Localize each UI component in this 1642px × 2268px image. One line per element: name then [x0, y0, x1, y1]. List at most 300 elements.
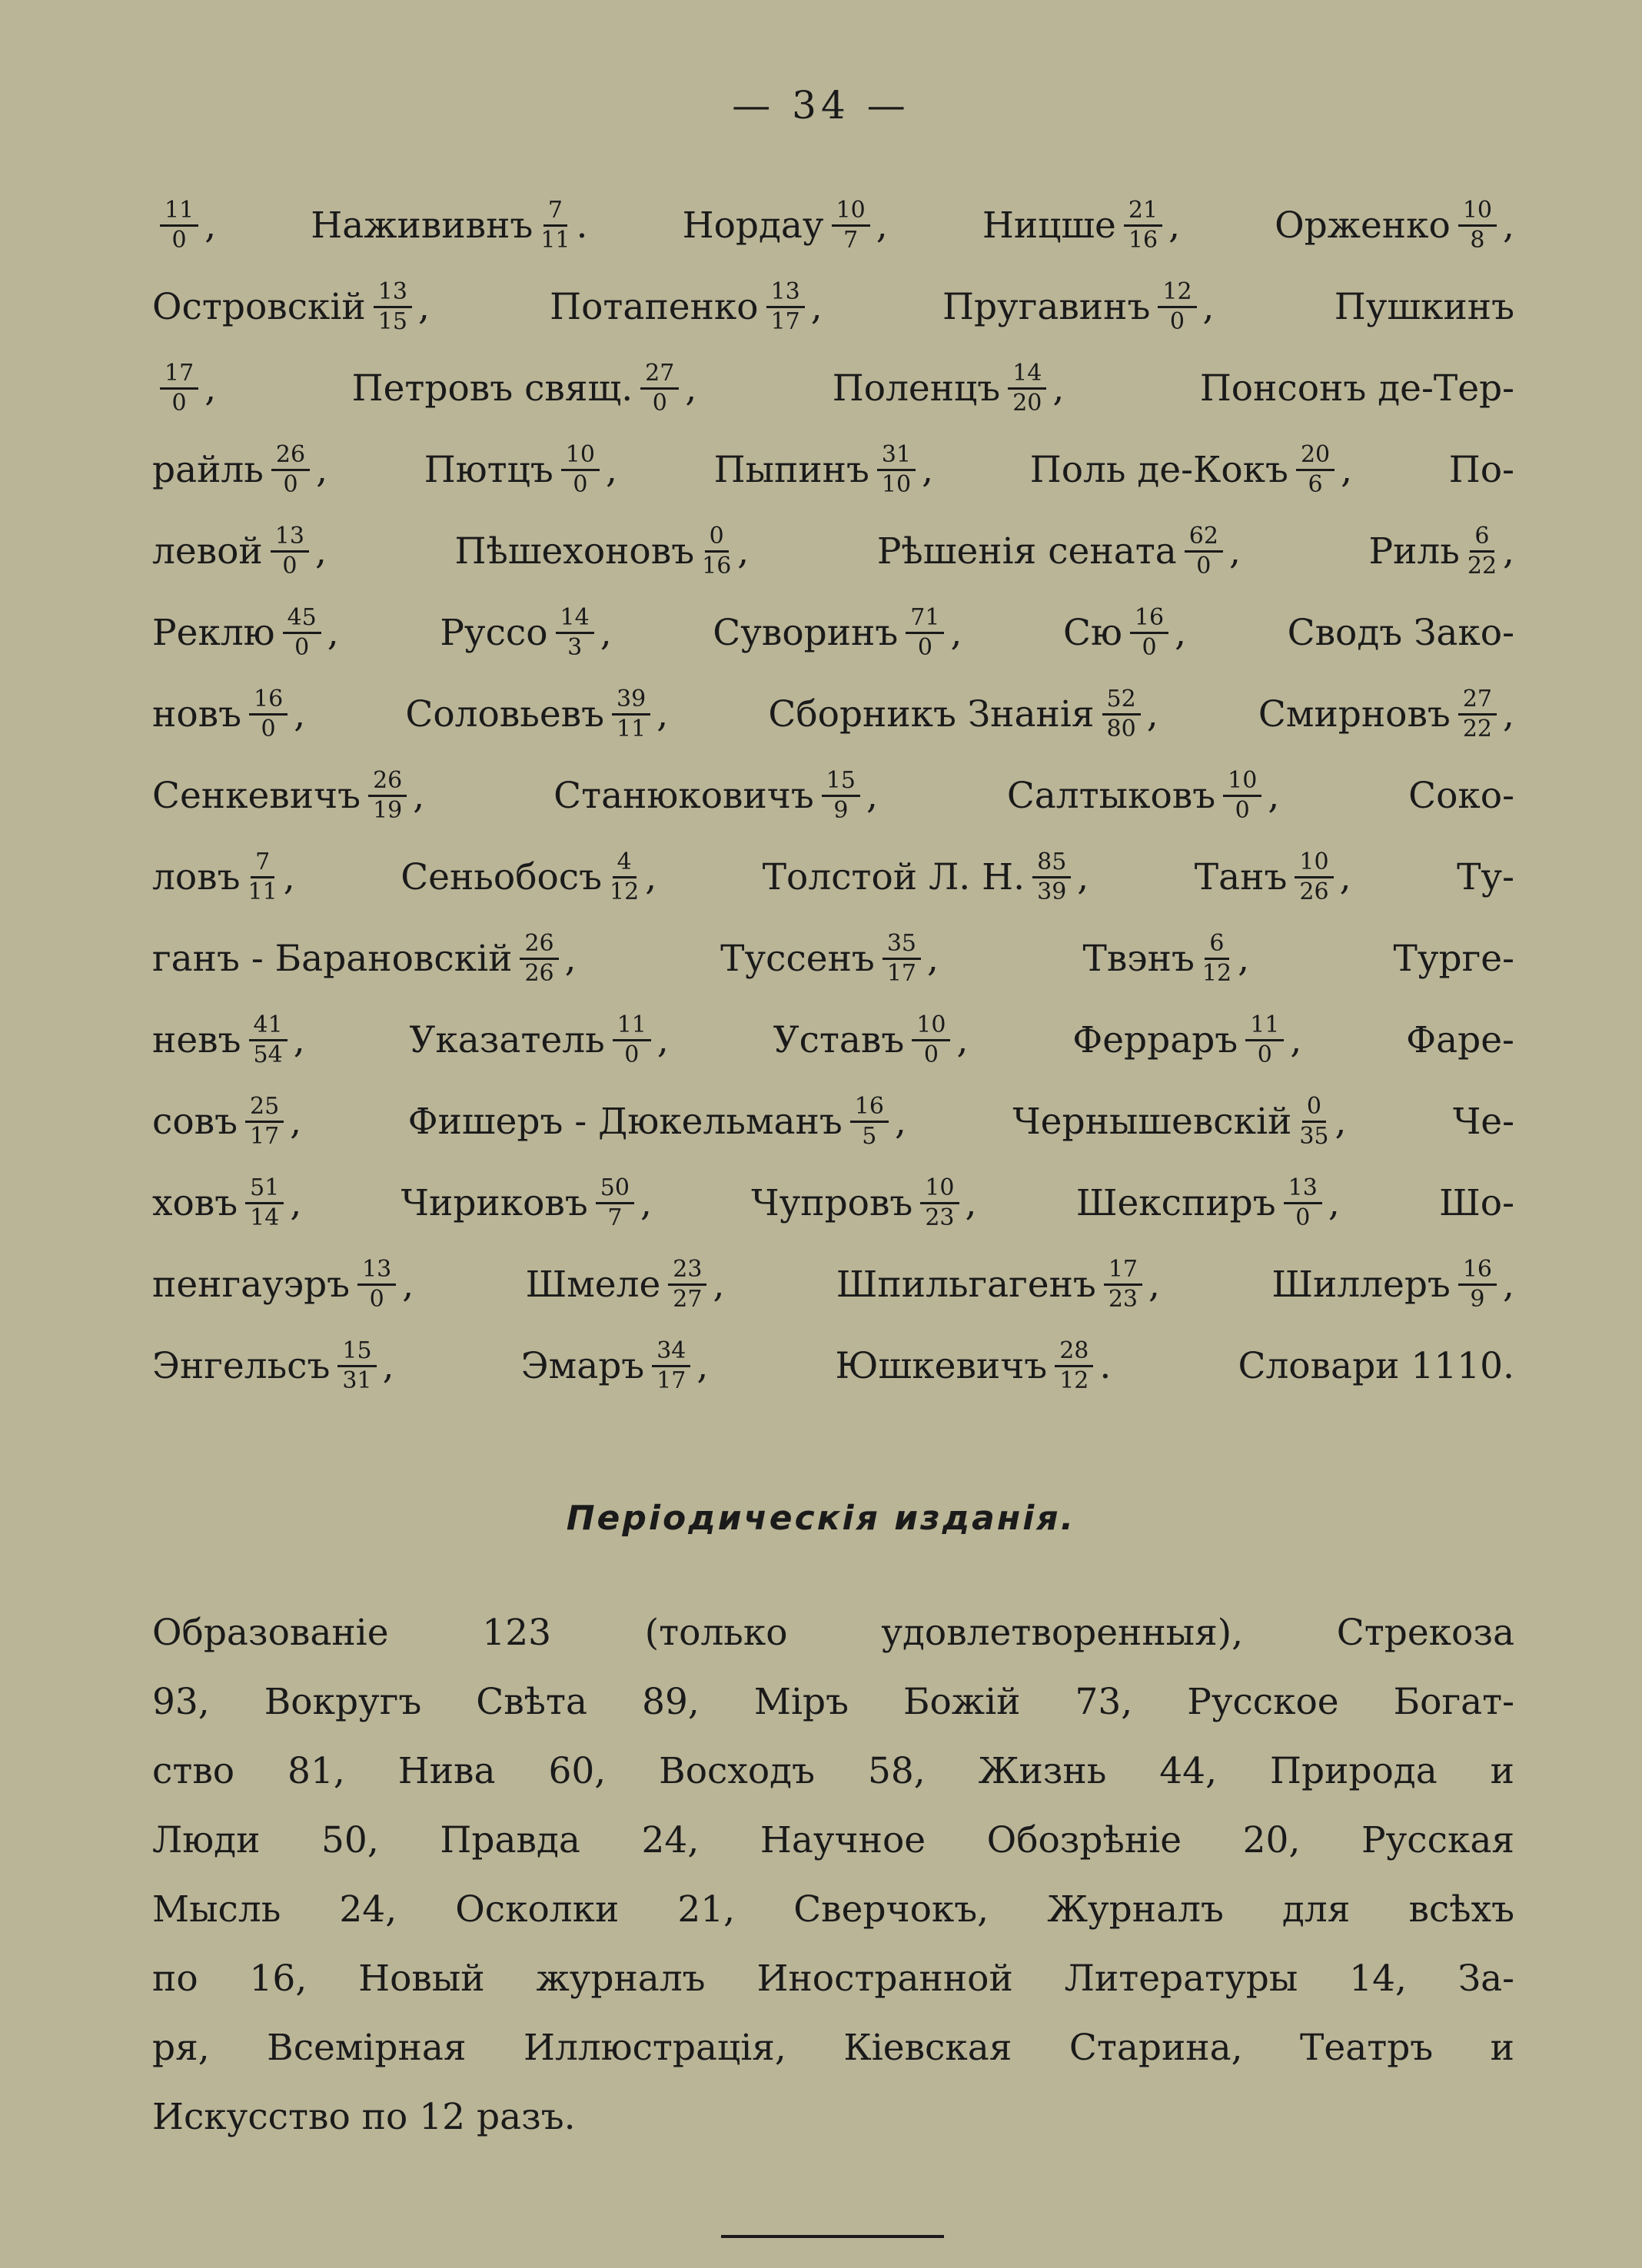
index-entry — [550, 277, 823, 335]
entry-separator: , — [293, 1018, 305, 1061]
entry-separator: , — [1228, 530, 1241, 573]
fraction-numerator: 45 — [283, 606, 321, 634]
entry-separator: , — [382, 1344, 394, 1387]
entry-name: Смирновъ — [1258, 692, 1451, 736]
entry-separator: , — [1290, 1018, 1302, 1061]
entry-separator: , — [1175, 611, 1187, 654]
index-entry — [682, 196, 888, 254]
entry-fraction — [248, 848, 278, 905]
fraction-denominator: 0 — [261, 715, 276, 742]
fraction-denominator: 17 — [249, 1122, 280, 1150]
entry-separator: , — [1503, 692, 1514, 736]
entry-fraction — [374, 277, 412, 335]
entry-fraction — [1055, 1337, 1093, 1394]
entry-separator: , — [810, 285, 823, 328]
fraction-denominator: 80 — [1106, 715, 1136, 742]
index-entry — [152, 766, 425, 824]
fraction-numerator: 28 — [1055, 1340, 1093, 1367]
entry-fraction — [668, 1255, 706, 1313]
fraction-numerator: 27 — [640, 362, 679, 390]
index-entry — [152, 359, 217, 417]
index-entry — [152, 848, 295, 905]
fraction-numerator: 7 — [543, 199, 567, 227]
fraction-denominator: 11 — [617, 715, 646, 742]
index-line — [152, 918, 1514, 999]
entry-fraction — [556, 603, 594, 661]
entry-separator: , — [894, 1100, 906, 1143]
fraction-numerator: 6 — [1205, 932, 1228, 960]
entry-name: Че- — [1452, 1100, 1514, 1143]
entry-name: По- — [1448, 448, 1514, 491]
index-entry — [1275, 196, 1514, 254]
fraction-denominator: 7 — [843, 226, 859, 254]
entry-name: Шпильгагенъ — [836, 1263, 1096, 1306]
fraction-denominator: 0 — [282, 552, 297, 579]
index-entry — [1368, 522, 1514, 579]
entry-name: Чернышевскій — [1012, 1100, 1292, 1143]
entry-fraction — [1299, 1092, 1329, 1150]
fraction-denominator: 0 — [1169, 307, 1185, 335]
index-line — [152, 184, 1514, 266]
entry-name: Указатель — [409, 1018, 605, 1061]
entry-fraction — [1104, 1255, 1142, 1313]
entry-name: Понсонъ де-Тер- — [1199, 367, 1514, 410]
entry-fraction — [882, 929, 921, 987]
fraction-numerator: 25 — [245, 1095, 284, 1123]
fraction-denominator: 14 — [250, 1204, 280, 1231]
fraction-numerator: 17 — [160, 362, 198, 390]
fraction-denominator: 20 — [1012, 389, 1042, 417]
index-line — [152, 836, 1514, 918]
index-entry — [351, 359, 697, 417]
fraction-numerator: 35 — [882, 932, 921, 960]
fraction-numerator: 11 — [613, 1014, 651, 1041]
fraction-denominator: 54 — [253, 1041, 283, 1068]
entry-name: Нажививнъ — [311, 204, 533, 247]
fraction-denominator: 9 — [833, 796, 849, 824]
entry-name: Реклю — [152, 611, 275, 654]
index-entry — [152, 1255, 414, 1313]
entry-fraction — [249, 1011, 288, 1068]
index-entry — [152, 929, 577, 987]
fraction-numerator: 10 — [920, 1177, 959, 1204]
index-entry — [454, 522, 750, 579]
entry-name: Орженко — [1275, 204, 1451, 247]
entry-name: Чупровъ — [751, 1181, 913, 1224]
fraction-numerator: 23 — [668, 1258, 706, 1286]
fraction-numerator: 4 — [613, 851, 637, 878]
periodicals-paragraph — [152, 1599, 1514, 2152]
entry-name: Сборникъ Знанія — [768, 692, 1095, 736]
entry-separator: , — [1052, 367, 1065, 410]
fraction-numerator: 13 — [766, 281, 805, 308]
entry-separator: , — [640, 1181, 652, 1224]
entry-fraction — [245, 1174, 284, 1231]
index-entry — [1012, 1092, 1347, 1150]
entry-separator: , — [645, 855, 657, 898]
entry-name: Шмеле — [525, 1263, 661, 1306]
entry-fraction — [640, 359, 679, 417]
periodicals-line: Люди 50, Правда 24, Научное Обозрѣніе 20, Русская — [152, 1819, 1514, 1861]
fraction-numerator: 10 — [912, 1014, 950, 1041]
index-entry — [1453, 1101, 1514, 1143]
entry-name: Ту- — [1457, 855, 1514, 898]
fraction-numerator: 16 — [249, 688, 288, 716]
entry-fraction — [832, 196, 870, 254]
periodicals-line: Мысль 24, Осколки 21, Сверчокъ, Журналъ для всѣхъ — [152, 1888, 1514, 1931]
fraction-denominator: 0 — [923, 1041, 939, 1068]
entry-separator: , — [316, 448, 328, 491]
entry-separator: , — [1503, 1263, 1514, 1306]
entry-name: Петровъ свящ. — [351, 367, 633, 410]
entry-separator: . — [1099, 1344, 1112, 1387]
index-entry — [720, 929, 939, 987]
entry-separator: , — [950, 611, 962, 654]
fraction-denominator: 0 — [171, 389, 187, 417]
index-entry — [835, 1337, 1112, 1394]
fraction-numerator: 0 — [1302, 1095, 1326, 1123]
fraction-denominator: 22 — [1462, 715, 1493, 742]
entry-name: Танъ — [1194, 855, 1288, 898]
fraction-denominator: 12 — [610, 878, 640, 905]
fraction-denominator: 17 — [656, 1366, 686, 1394]
entry-fraction — [271, 522, 309, 579]
fraction-denominator: 31 — [342, 1366, 372, 1394]
fraction-numerator: 16 — [1458, 1258, 1497, 1286]
fraction-denominator: 26 — [524, 959, 554, 987]
index-entry — [1449, 449, 1514, 491]
fraction-denominator: 0 — [369, 1285, 384, 1313]
fraction-denominator: 12 — [1202, 959, 1232, 987]
fraction-numerator: 14 — [1008, 362, 1046, 390]
index-entry — [152, 277, 430, 335]
fraction-numerator: 51 — [245, 1177, 284, 1204]
fraction-denominator: 0 — [294, 633, 310, 661]
index-entry — [525, 1255, 725, 1313]
entry-separator: , — [283, 855, 295, 898]
index-entry — [152, 1337, 394, 1394]
entry-fraction — [1185, 522, 1223, 579]
index-entry — [982, 196, 1181, 254]
entry-name: Юшкевичъ — [835, 1344, 1048, 1387]
fraction-numerator: 26 — [368, 769, 407, 797]
entry-name: райль — [152, 448, 264, 491]
periodicals-line: ря, Всемірная Иллюстрація, Кіевская Старина, Театръ и — [152, 2027, 1514, 2069]
entry-separator: , — [965, 1181, 977, 1224]
entry-name: Энгельсъ — [152, 1344, 331, 1387]
entry-name: левой — [152, 530, 263, 573]
entry-name: Туссенъ — [720, 937, 875, 980]
entry-fraction — [912, 1011, 950, 1068]
index-entry — [1029, 440, 1353, 498]
entry-name: Островскій — [152, 285, 366, 328]
fraction-numerator: 6 — [1470, 525, 1494, 553]
entry-fraction — [652, 1337, 690, 1394]
fraction-numerator: 13 — [271, 525, 309, 553]
fraction-numerator: 11 — [1245, 1014, 1284, 1041]
page-number: — 34 — — [732, 83, 910, 128]
closing-rule — [721, 2235, 944, 2238]
entry-separator: , — [876, 204, 888, 247]
fraction-numerator: 39 — [612, 688, 650, 716]
entry-separator: , — [1335, 1100, 1347, 1143]
entry-separator: , — [1148, 1263, 1160, 1306]
entry-fraction — [822, 766, 860, 824]
entry-separator: , — [685, 367, 697, 410]
entry-fraction — [1284, 1174, 1322, 1231]
entry-name: Поленцъ — [832, 367, 1001, 410]
entry-separator: , — [402, 1263, 414, 1306]
entry-separator: , — [417, 285, 430, 328]
fraction-numerator: 10 — [832, 199, 870, 227]
entry-name: Суворинъ — [713, 611, 899, 654]
entry-separator: , — [656, 692, 669, 736]
index-entry — [152, 1092, 302, 1150]
entry-fraction — [1223, 766, 1261, 824]
entry-name: Фишеръ - Дюкельманъ — [407, 1100, 843, 1143]
entry-fraction — [337, 1337, 376, 1394]
entry-separator: , — [1328, 1181, 1340, 1224]
entry-separator: , — [290, 1100, 302, 1143]
index-entry — [407, 1092, 906, 1150]
entry-fraction — [283, 603, 321, 661]
index-entry — [713, 440, 934, 498]
entry-name: Поль де-Кокъ — [1029, 448, 1288, 491]
entry-separator: , — [314, 530, 327, 573]
fraction-numerator: 21 — [1124, 199, 1162, 227]
fraction-denominator: 39 — [1037, 878, 1067, 905]
fraction-numerator: 26 — [271, 443, 310, 471]
index-line — [152, 347, 1514, 429]
entry-name: Ницше — [982, 204, 1116, 247]
fraction-denominator: 0 — [1142, 633, 1157, 661]
fraction-denominator: 9 — [1470, 1285, 1485, 1313]
periodicals-line: Искусство по 12 разъ. — [152, 2096, 576, 2138]
index-entry — [553, 766, 878, 824]
index-entry — [713, 603, 962, 661]
entry-name: Сенкевичъ — [152, 774, 361, 817]
index-line — [152, 1081, 1514, 1162]
fraction-denominator: 17 — [770, 307, 800, 335]
fraction-numerator: 26 — [520, 932, 558, 960]
entry-name: ганъ - Барановскій — [152, 937, 513, 980]
entry-name: Твэнъ — [1082, 937, 1195, 980]
entry-name: Сю — [1063, 611, 1122, 654]
entry-name: совъ — [152, 1100, 238, 1143]
index-line — [152, 1162, 1514, 1244]
index-entry — [876, 522, 1241, 579]
fraction-denominator: 23 — [925, 1204, 955, 1231]
index-entry — [1258, 685, 1514, 742]
index-entry — [1082, 929, 1250, 987]
entry-separator: . — [576, 204, 588, 247]
entry-separator: , — [1077, 855, 1089, 898]
fraction-denominator: 27 — [673, 1285, 703, 1313]
index-entry — [1200, 367, 1514, 410]
entry-name: Шекспиръ — [1075, 1181, 1276, 1224]
periodicals-line: Образованіе 123 (только удовлетворенныя), Стрекоза — [152, 1612, 1514, 1654]
entry-fraction — [1130, 603, 1168, 661]
entry-fraction — [1124, 196, 1162, 254]
index-entry — [311, 196, 588, 254]
fraction-denominator: 10 — [881, 470, 912, 498]
entry-separator: , — [1168, 204, 1181, 247]
fraction-denominator: 12 — [1059, 1366, 1089, 1394]
entry-separator: , — [204, 367, 217, 410]
entry-name: Пѣшехоновъ — [454, 530, 695, 573]
author-index — [152, 184, 1514, 1406]
entry-fraction — [1032, 848, 1071, 905]
entry-separator: , — [600, 611, 612, 654]
entry-separator: , — [1503, 530, 1514, 573]
entry-fraction — [249, 685, 288, 742]
fraction-numerator: 31 — [877, 443, 916, 471]
entry-fraction — [920, 1174, 959, 1231]
periodicals-line: по 16, Новый журналъ Иностранной Литературы 14, За- — [152, 1958, 1514, 2000]
entry-fraction — [906, 603, 944, 661]
entry-fraction — [1296, 440, 1335, 498]
fraction-numerator: 12 — [1158, 281, 1196, 308]
fraction-denominator: 8 — [1470, 226, 1485, 254]
fraction-denominator: 16 — [702, 552, 732, 579]
index-entry — [832, 359, 1065, 417]
entry-separator: , — [1268, 774, 1280, 817]
fraction-denominator: 0 — [652, 389, 667, 417]
fraction-numerator: 34 — [652, 1340, 690, 1367]
fraction-numerator: 10 — [561, 443, 600, 471]
entry-fraction — [612, 685, 650, 742]
index-entry — [520, 1337, 709, 1394]
entry-fraction — [1245, 1011, 1284, 1068]
periodicals-line: 93, Вокругъ Свѣта 89, Міръ Божій 73, Русское Богат- — [152, 1681, 1514, 1723]
entry-name: Станюковичъ — [553, 774, 814, 817]
fraction-denominator: 17 — [886, 959, 917, 987]
entry-separator: , — [1341, 448, 1353, 491]
fraction-denominator: 3 — [567, 633, 583, 661]
entry-fraction — [1295, 848, 1333, 905]
fraction-denominator: 6 — [1308, 470, 1323, 498]
section-title: Періодическія изданія. — [566, 1499, 1076, 1538]
index-entry — [1408, 775, 1514, 817]
entry-name: Чириковъ — [401, 1181, 588, 1224]
index-entry — [152, 603, 339, 661]
entry-fraction — [1158, 277, 1196, 335]
entry-separator: , — [927, 937, 939, 980]
entry-fraction — [368, 766, 407, 824]
fraction-denominator: 0 — [1295, 1204, 1311, 1231]
index-line — [152, 429, 1514, 510]
entry-separator: , — [696, 1344, 709, 1387]
entry-name: Ферраръ — [1072, 1018, 1238, 1061]
fraction-numerator: 13 — [357, 1258, 396, 1286]
entry-fraction — [596, 1174, 634, 1231]
fraction-denominator: 11 — [540, 226, 570, 254]
fraction-numerator: 14 — [556, 606, 594, 634]
entry-separator: , — [605, 448, 617, 491]
entry-separator: , — [737, 530, 750, 573]
entry-fraction — [1467, 522, 1497, 579]
periodicals-line: ство 81, Нива 60, Восходъ 58, Жизнь 44, Природа и — [152, 1750, 1514, 1792]
fraction-denominator: 0 — [624, 1041, 640, 1068]
entry-name: Шиллеръ — [1271, 1263, 1451, 1306]
fraction-numerator: 62 — [1185, 525, 1223, 553]
fraction-denominator: 16 — [1128, 226, 1158, 254]
index-line — [152, 1325, 1514, 1406]
index-line — [152, 673, 1514, 755]
entry-name: Сводъ Зако- — [1287, 611, 1514, 654]
fraction-denominator: 22 — [1467, 552, 1497, 579]
entry-separator: , — [204, 204, 217, 247]
index-entry — [1238, 1345, 1514, 1387]
entry-name: Уставъ — [773, 1018, 905, 1061]
index-line — [152, 510, 1514, 592]
fraction-denominator: 0 — [573, 470, 588, 498]
entry-name: Соловьевъ — [405, 692, 605, 736]
entry-name: Пушкинъ — [1334, 285, 1514, 328]
fraction-numerator: 50 — [596, 1177, 634, 1204]
entry-separator: , — [656, 1018, 669, 1061]
entry-name: Словари 1110. — [1238, 1344, 1514, 1387]
index-entry — [152, 1011, 305, 1068]
entry-separator: , — [1202, 285, 1215, 328]
fraction-denominator: 0 — [171, 226, 187, 254]
index-entry — [768, 685, 1158, 742]
fraction-denominator: 26 — [1299, 878, 1329, 905]
entry-separator: , — [564, 937, 577, 980]
fraction-numerator: 10 — [1458, 199, 1497, 227]
index-entry — [1075, 1174, 1340, 1231]
entry-fraction — [160, 196, 198, 254]
index-entry — [152, 440, 328, 498]
entry-name: невъ — [152, 1018, 241, 1061]
entry-fraction — [1458, 1255, 1497, 1313]
fraction-denominator: 0 — [1235, 796, 1250, 824]
entry-name: Соко- — [1408, 774, 1514, 817]
entry-separator: , — [956, 1018, 969, 1061]
entry-fraction — [540, 196, 570, 254]
fraction-numerator: 17 — [1104, 1258, 1142, 1286]
fraction-numerator: 16 — [1130, 606, 1168, 634]
index-entry — [1006, 766, 1280, 824]
fraction-numerator: 15 — [337, 1340, 376, 1367]
entry-fraction — [702, 522, 732, 579]
index-entry — [440, 603, 612, 661]
fraction-denominator: 0 — [283, 470, 298, 498]
entry-name: Нордау — [682, 204, 824, 247]
index-entry — [1394, 938, 1514, 980]
fraction-numerator: 0 — [705, 525, 729, 553]
entry-name: Сеньобосъ — [401, 855, 603, 898]
entry-separator: , — [1339, 855, 1351, 898]
entry-separator: , — [327, 611, 339, 654]
fraction-numerator: 13 — [374, 281, 412, 308]
entry-fraction — [520, 929, 558, 987]
entry-fraction — [1102, 685, 1141, 742]
fraction-numerator: 7 — [251, 851, 274, 878]
fraction-numerator: 85 — [1032, 851, 1071, 878]
fraction-numerator: 10 — [1223, 769, 1261, 797]
index-entry — [152, 522, 327, 579]
fraction-numerator: 52 — [1102, 688, 1141, 716]
fraction-denominator: 19 — [373, 796, 403, 824]
entry-name: Толстой Л. Н. — [762, 855, 1025, 898]
index-entry — [401, 848, 657, 905]
entry-separator: , — [922, 448, 934, 491]
index-entry — [1063, 603, 1187, 661]
fraction-numerator: 27 — [1458, 688, 1497, 716]
entry-fraction — [877, 440, 916, 498]
entry-separator: , — [290, 1181, 302, 1224]
